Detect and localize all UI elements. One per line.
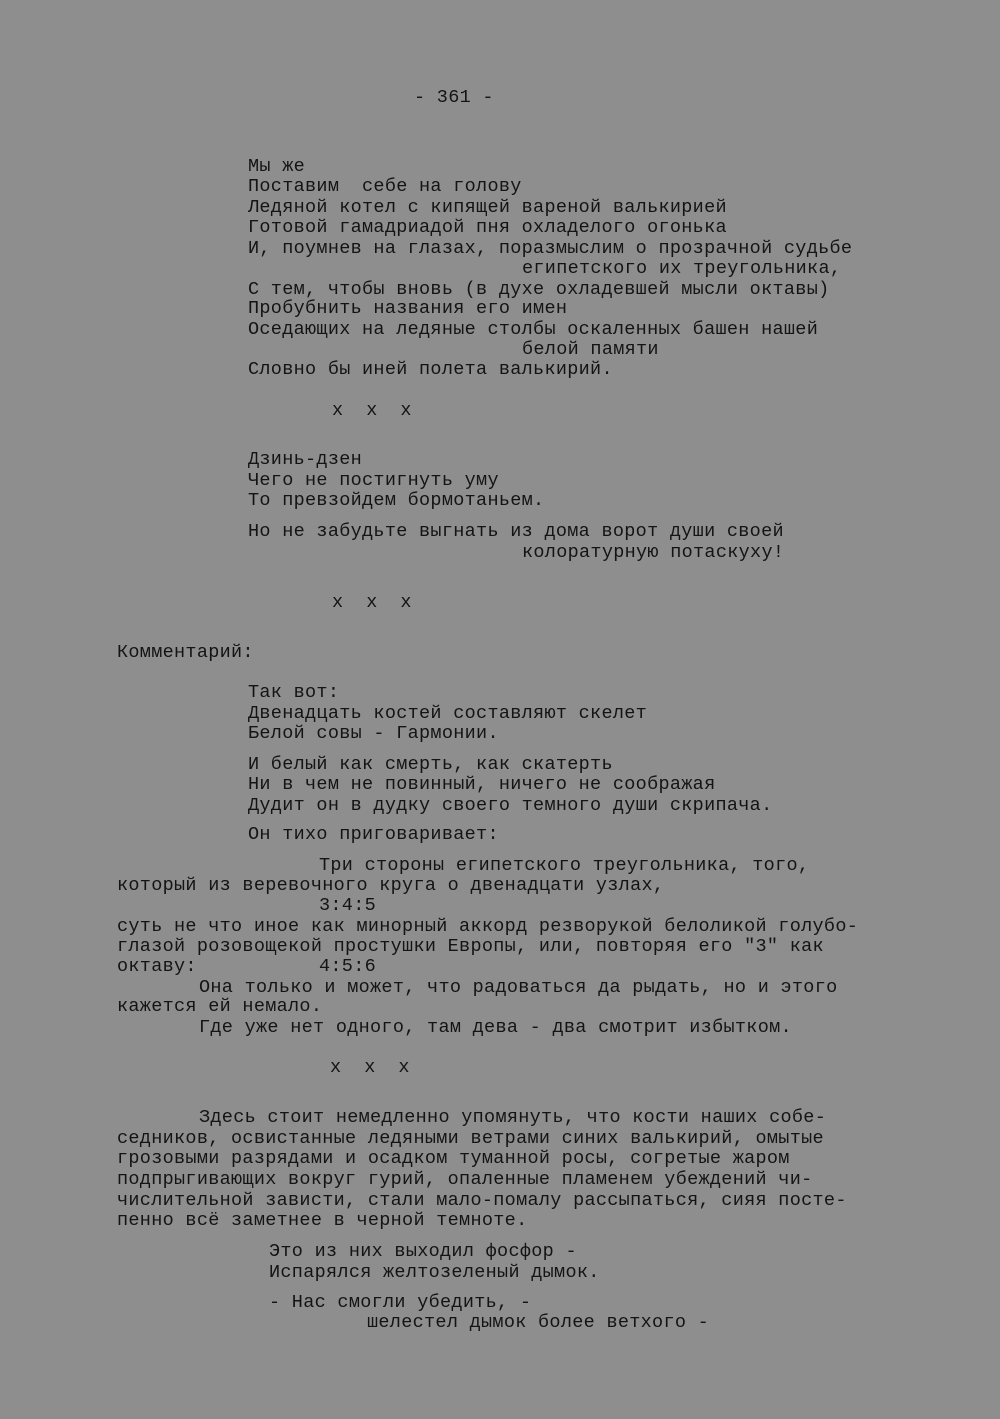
text-line: Пробубнить названия его имен (248, 298, 568, 319)
text-line: подпрыгивающих вокруг гурий, опаленные пламенем убеждений чи- (117, 1169, 813, 1190)
text-line: Она только и может, что радоваться да рыдать, но и этого (199, 977, 838, 998)
text-line: Но не забудьте выгнать из дома ворот души своей (248, 521, 784, 542)
text-line: - Нас смогли убедить, - (269, 1292, 532, 1313)
text-line: Белой совы - Гармонии. (248, 723, 499, 744)
text-line: Словно бы иней полета валькирий. (248, 359, 613, 380)
text-line: октаву: (117, 956, 197, 977)
text-line: который из веревочного круга о двенадцати узлах, (117, 875, 665, 896)
section-separator: x x x (330, 1057, 410, 1078)
text-line: Дудит он в дудку своего темного души скрипача. (248, 795, 773, 816)
text-line: Оседающих на ледяные столбы оскаленных башен нашей (248, 319, 819, 340)
text-line: Три стороны египетского треугольника, того, (319, 855, 810, 876)
text-line: колоратурную потаскуху! (522, 542, 785, 563)
text-line: египетского их треугольника, (522, 258, 842, 279)
text-line: С тем, чтобы вновь (в духе охладевшей мысли октавы) (248, 279, 830, 300)
text-line: Готовой гамадриадой пня охладелого огонька (248, 217, 727, 238)
text-line: кажется ей немало. (117, 996, 323, 1017)
text-line: И, поумнев на глазах, поразмыслим о прозрачной судьбе (248, 238, 853, 259)
text-line: Ледяной котел с кипящей вареной валькирией (248, 197, 727, 218)
section-separator: x x x (332, 400, 412, 421)
text-line: Мы же (248, 156, 306, 177)
text-line: числительной зависти, стали мало-помалу рассыпаться, сияя посте- (117, 1190, 847, 1211)
section-separator: x x x (332, 592, 412, 613)
text-line: Он тихо приговаривает: (248, 824, 499, 845)
text-line: седников, освистанные ледяными ветрами синих валькирий, омытые (117, 1128, 824, 1149)
text-line: Поставим себе на голову (248, 176, 522, 197)
text-line: Дзинь-дзен (248, 449, 363, 470)
text-line: И белый как смерть, как скатерть (248, 754, 613, 775)
text-line: белой памяти (522, 339, 659, 360)
text-line: То превзойдем бормотаньем. (248, 490, 545, 511)
page-number: - 361 - (414, 87, 494, 108)
text-line: шелестел дымок более ветхого - (367, 1312, 710, 1333)
text-line: Где уже нет одного, там дева - два смотрит избытком. (199, 1017, 792, 1038)
text-line: Ни в чем не повинный, ничего не соображая (248, 774, 716, 795)
ratio-text: 3:4:5 (319, 895, 377, 916)
text-line: Двенадцать костей составляют скелет (248, 703, 648, 724)
text-line: Это из них выходил фосфор - (269, 1241, 577, 1262)
text-line: Здесь стоит немедленно упомянуть, что кости наших собе- (199, 1107, 827, 1128)
text-line: глазой розовощекой простушки Европы, или, повторяя его "3" как (117, 936, 824, 957)
ratio-text: 4:5:6 (319, 956, 377, 977)
text-line: грозовыми разрядами и осадком туманной росы, согретые жаром (117, 1148, 790, 1169)
text-line: Чего не постигнуть уму (248, 470, 499, 491)
text-line: суть не что иное как минорный аккорд резворукой белоликой голубо- (117, 916, 859, 937)
text-line: пенно всё заметнее в черной темноте. (117, 1210, 528, 1231)
text-line: Испарялся желтозеленый дымок. (269, 1262, 600, 1283)
comment-heading: Комментарий: (117, 642, 254, 663)
text-line: Так вот: (248, 682, 340, 703)
